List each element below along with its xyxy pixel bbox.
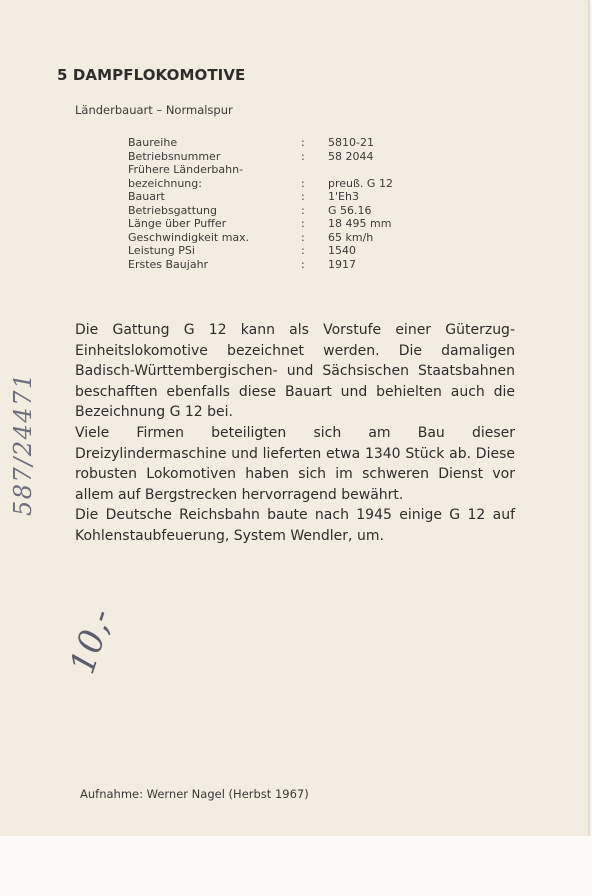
- spec-value: 1'Eh3: [328, 190, 359, 203]
- document-subtitle: Länderbauart – Normalspur: [75, 103, 233, 117]
- spec-label: Betriebsnummer: [128, 149, 221, 163]
- spec-label: Baureihe: [128, 136, 178, 149]
- spec-label: Erstes Baujahr: [128, 257, 209, 271]
- spec-value: 18 495 mm: [328, 217, 392, 230]
- spec-colon: :: [301, 203, 305, 217]
- spec-label: Länge über Puffer: [128, 217, 227, 230]
- spec-label: Bauart: [128, 190, 165, 203]
- spec-value: 58 2044: [328, 149, 374, 163]
- spec-label: bezeichnung:: [128, 176, 202, 190]
- document-title: 5 DAMPFLOKOMOTIVE: [57, 66, 246, 84]
- handwritten-inventory-text: 587/24471: [9, 372, 37, 516]
- handwritten-inventory-number: [4, 340, 44, 520]
- scan-margin: [0, 836, 592, 896]
- description-paragraph: Viele Firmen beteiligten sich am Bau dieser Dreizylindermaschine und lieferten etwa 1340 Stück ab. Diese robusten Lokomotiven haben sich im schweren Dienst vor allem auf Bergstrecken hervorragend bewährt.: [75, 424, 515, 503]
- spec-label: Frühere Länderbahn-: [128, 163, 244, 176]
- photo-credit: Aufnahme: Werner Nagel (Herbst 1967): [80, 787, 309, 801]
- description-text: [75, 320, 515, 547]
- handwritten-price-text: 10,-: [62, 604, 121, 679]
- spec-label: Betriebsgattung: [128, 203, 217, 217]
- spec-colon: :: [301, 217, 305, 230]
- spec-colon: :: [301, 149, 305, 163]
- spec-label: Leistung PSi: [128, 244, 195, 257]
- spec-value: 5810-21: [328, 136, 374, 149]
- spec-value: 65 km/h: [328, 230, 374, 244]
- spec-colon: :: [301, 230, 305, 244]
- spec-value: G 56.16: [328, 203, 372, 217]
- spec-label: Geschwindigkeit max.: [128, 230, 250, 244]
- spec-colon: :: [301, 190, 305, 203]
- description-paragraph: Die Deutsche Reichsbahn baute nach 1945 einige G 12 auf Kohlenstaubfeuerung, System Wendler, um.: [75, 507, 515, 544]
- spec-value: 1540: [328, 244, 356, 257]
- spec-colon: :: [301, 136, 305, 149]
- spec-value: 1917: [328, 257, 356, 271]
- spec-value: preuß. G 12: [328, 176, 393, 190]
- description-paragraph: Die Gattung G 12 kann als Vorstufe einer Güterzug-Einheitslokomotive bezeichnet werden. Die damaligen Badisch-Württembergischen- und Sächsischen Staatsbahnen beschafften ebenfalls diese Bauart und behielten auch die Bezeichnung G 12 bei.: [75, 322, 515, 421]
- spec-colon: :: [301, 257, 305, 271]
- handwritten-price: [62, 570, 121, 680]
- spec-colon: :: [301, 244, 305, 257]
- spec-colon: :: [301, 176, 305, 190]
